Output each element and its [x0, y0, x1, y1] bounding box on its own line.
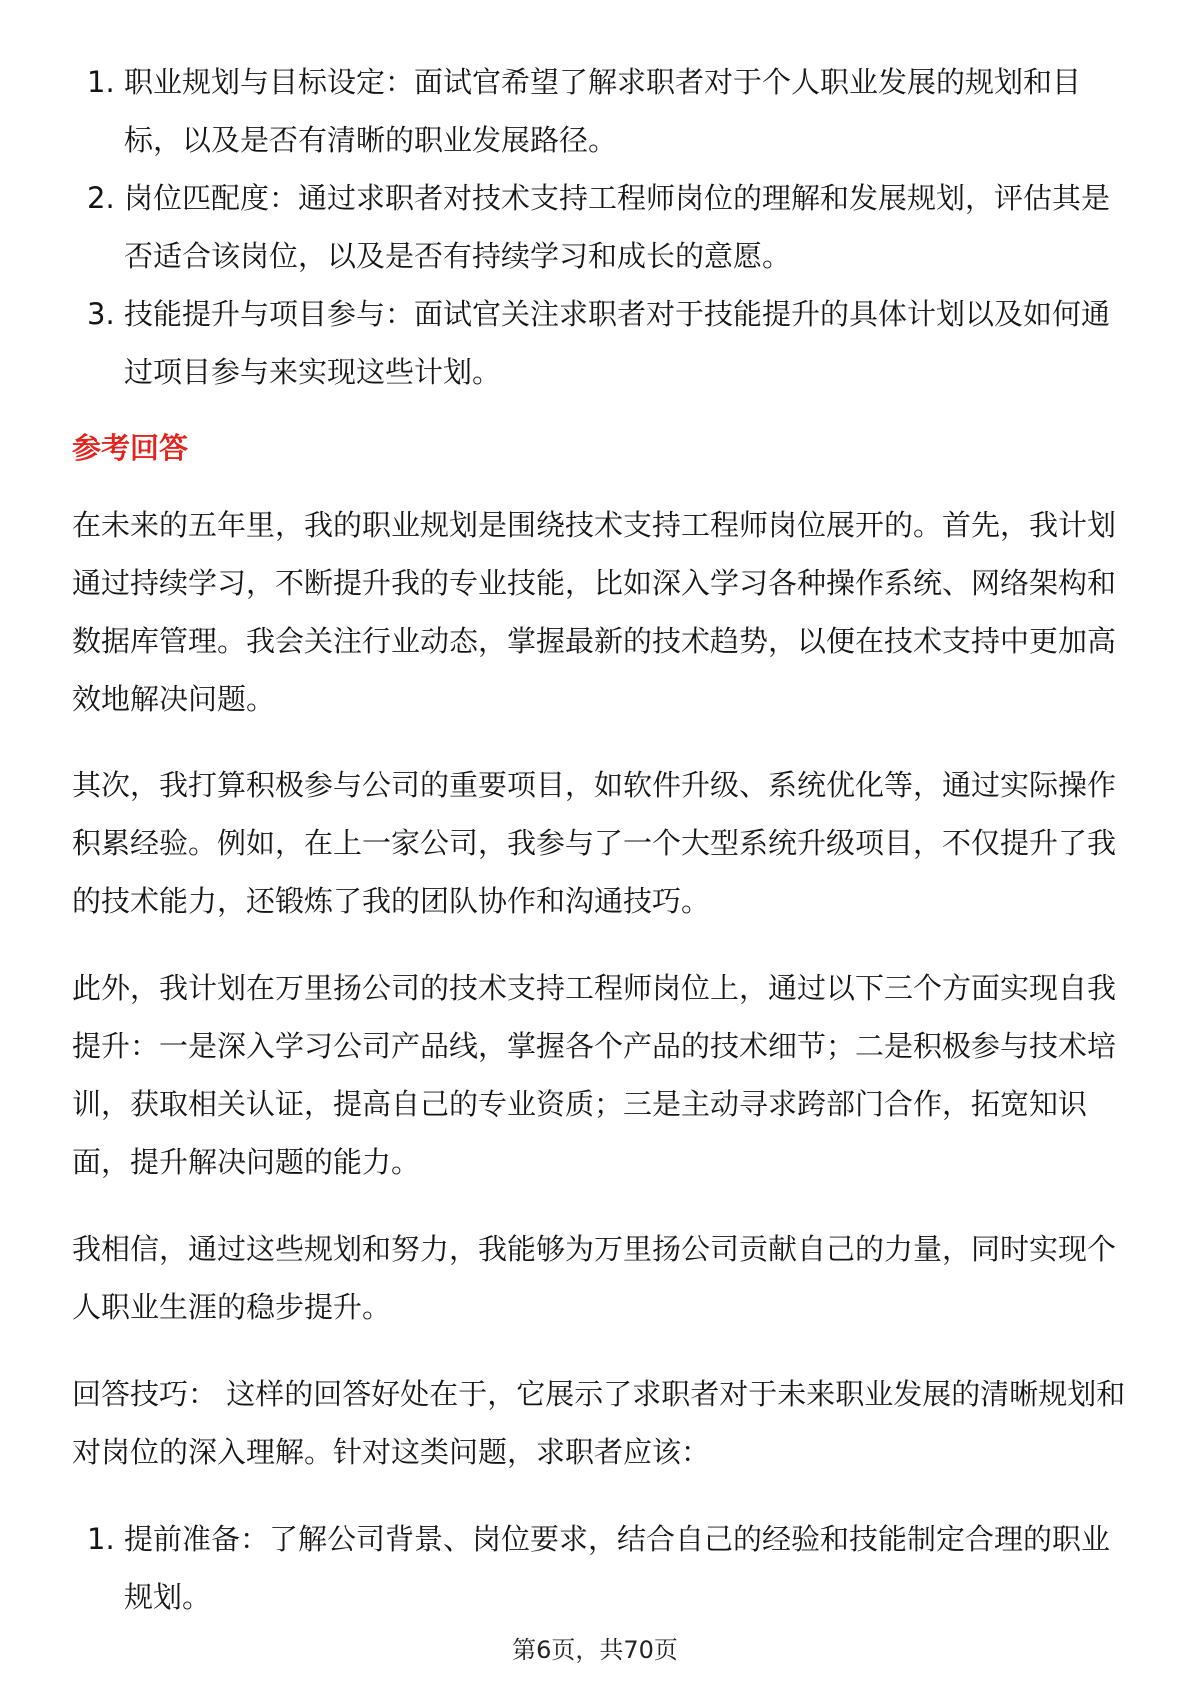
answer-paragraph: 其次，我打算积极参与公司的重要项目，如软件升级、系统优化等，通过实际操作积累经验。例如，在上一家公司，我参与了一个大型系统升级项目，不仅提升了我的技术能力，还锻炼了我的团队协作和沟通技巧。	[72, 768, 1117, 918]
list-item-number: 1.	[87, 65, 115, 99]
page-footer: 第6页，共70页	[512, 1636, 678, 1664]
list-item	[72, 169, 1132, 285]
tips-list	[72, 1510, 1132, 1626]
list-item-number: 3.	[87, 297, 115, 331]
evaluation-points-list	[72, 53, 1132, 401]
page-content	[72, 53, 1132, 1626]
list-item-text: 技能提升与项目参与：面试官关注求职者对于技能提升的具体计划以及如何通过项目参与来实现这些计划。	[124, 297, 1111, 389]
answer-paragraph: 在未来的五年里，我的职业规划是围绕技术支持工程师岗位展开的。首先，我计划通过持续学习，不断提升我的专业技能，比如深入学习各种操作系统、网络架构和数据库管理。我会关注行业动态，掌握最新的技术趋势，以便在技术支持中更加高效地解决问题。	[72, 508, 1117, 716]
list-item	[72, 1510, 1132, 1626]
list-item	[72, 285, 1132, 401]
list-item-number: 2.	[87, 181, 115, 215]
section-title: 参考回答	[72, 431, 189, 465]
list-item-text: 职业规划与目标设定：面试官希望了解求职者对于个人职业发展的规划和目标，以及是否有清晰的职业发展路径。	[124, 65, 1082, 157]
answer-paragraph: 我相信，通过这些规划和努力，我能够为万里扬公司贡献自己的力量，同时实现个人职业生涯的稳步提升。	[72, 1232, 1117, 1324]
answer-paragraph: 此外，我计划在万里扬公司的技术支持工程师岗位上，通过以下三个方面实现自我提升：一是深入学习公司产品线，掌握各个产品的技术细节；二是积极参与技术培训，获取相关认证，提高自己的专业资质；三是主动寻求跨部门合作，拓宽知识面，提升解决问题的能力。	[72, 971, 1117, 1179]
list-item-text: 提前准备：了解公司背景、岗位要求，结合自己的经验和技能制定合理的职业规划。	[124, 1522, 1111, 1614]
answer-tips-paragraph: 回答技巧： 这样的回答好处在于，它展示了求职者对于未来职业发展的清晰规划和对岗位的深入理解。针对这类问题，求职者应该：	[72, 1377, 1126, 1469]
list-item-text: 岗位匹配度：通过求职者对技术支持工程师岗位的理解和发展规划，评估其是否适合该岗位，以及是否有持续学习和成长的意愿。	[124, 181, 1111, 273]
list-item-number: 1.	[87, 1522, 115, 1556]
list-item	[72, 53, 1132, 169]
